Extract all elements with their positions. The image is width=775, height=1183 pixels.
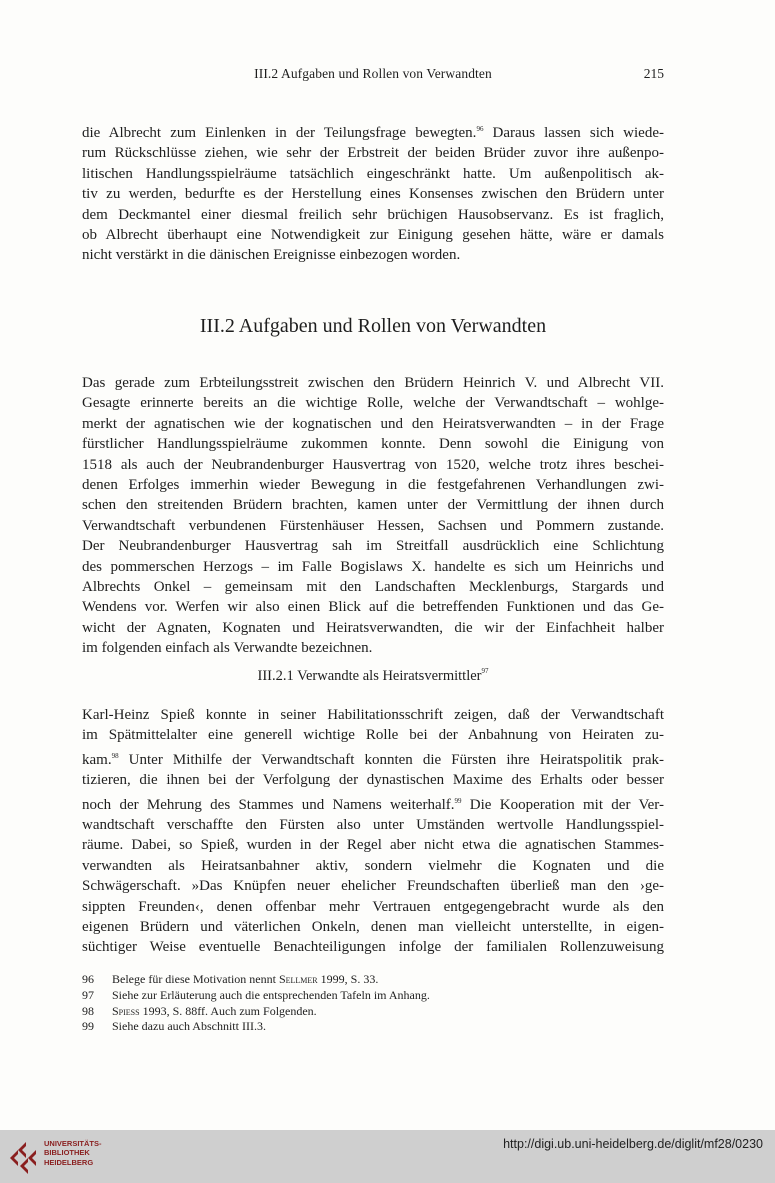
text-line: Albrechts Onkel – gemeinsam mit den Landschaften Mecklenburgs, Stargards und (82, 579, 664, 596)
text-line: wandtschaft verschaffte den Fürsten also unter Umständen wertvolle Handlungsspiel- (82, 817, 664, 834)
footnote-ref[interactable]: 98 (111, 751, 119, 760)
footnote-text: Siehe zur Erläuterung auch die entsprechenden Tafeln im Anhang. (112, 987, 430, 1002)
library-logo-icon (8, 1136, 38, 1176)
text-line: im folgenden einfach als Verwandte bezeichnen. (82, 640, 373, 657)
footnote-ref[interactable]: 96 (476, 125, 484, 133)
text-line: eigenen Brüdern und väterlichen Onkeln, denen man vielleicht unterstellte, in eigen- (82, 919, 664, 936)
footnote-ref[interactable]: 99 (454, 796, 462, 805)
text-line: Karl-Heinz Spieß konnte in seiner Habilitationsschrift zeigen, daß der Verwandtschaft (82, 707, 664, 723)
text-line: dem Deckmantel einer diesmal freilich sehr brüchigen Hausobservanz. Es ist fraglich, (82, 206, 664, 223)
text-line: Das gerade zum Erbteilungsstreit zwischen den Brüdern Heinrich V. und Albrecht VII. (82, 375, 664, 391)
text-line: Verwandtschaft verbundenen Fürstenhäuser Hessen, Sachsen und Pommern zustande. (82, 517, 664, 534)
footnote (82, 988, 664, 1004)
footnote-number: 96 (82, 972, 94, 986)
text-line: rum Rückschlüsse ziehen, wie sehr der Erbstreit der beiden Brüder zuvor ihre außenpo- (82, 145, 664, 162)
footnotes (82, 972, 664, 1035)
text-line: des pommerschen Herzogs – im Falle Bogislaws X. handelte es sich um Heinrichs und (82, 558, 664, 575)
subsection-title: III.2.1 Verwandte als Heiratsvermittler (257, 668, 482, 684)
text-line: schen den streitenden Brüdern brachten, kamen unter der Vermittlung der ihnen durch (82, 497, 664, 514)
text-line: merkt der agnatischen wie der kognatischen und den Heiratsverwandten – in der Frage (82, 415, 664, 432)
section-heading: III.2 Aufgaben und Rollen von Verwandten (199, 315, 547, 337)
footnote-number: 98 (82, 1003, 94, 1018)
text-line: die Albrecht zum Einlenken in der Teilungsfrage bewegten.$^{96}$ Daraus lassen sich wiede- (82, 125, 664, 141)
text-line: denen Erfolges immerhin wieder Bewegung in die festgefahrenen Verhandlungen zwi- (82, 477, 664, 494)
footnote-text: Belege für diese Motivation nennt Sellmer 1999, S. 33. (112, 972, 379, 986)
text-line: sippten Freunden‹, denen offenbar mehr Vertrauen entgegengebracht wurde als den (82, 898, 664, 915)
text-line: räume. Dabei, so Spieß, wurden in der Regel aber nicht etwa die agnatischen Stammes- (82, 837, 664, 854)
text-line: tiv zu werden, bedurfte es der Herstellung eines Konsenses zwischen den Brüdern unter (82, 186, 664, 203)
text-line: litischen Handlungsspielräume tatsächlich eingeschränkt hatte. Um außenpolitisch ak- (82, 165, 664, 182)
footnote (82, 1004, 664, 1020)
footnote (82, 1019, 664, 1035)
footnote (82, 972, 664, 988)
subsection-heading (82, 667, 664, 685)
text-line: Schwägerschaft. »Das Knüpfen neuer ehelicher Freundschaften überließ man den ›ge- (82, 878, 664, 895)
running-header-title: III.2 Aufgaben und Rollen von Verwandten (254, 66, 492, 81)
text-line: ob Albrecht überhaupt eine Notwendigkeit zur Einigung gesehen hätte, wäre er damals (82, 227, 664, 244)
footnote-ref[interactable]: 97 (481, 667, 489, 675)
text-line: fürstlicher Handlungsspielräume zukommen konnte. Denn sowohl die Einigung von (82, 436, 664, 453)
text-line: kam.$^{98}$ Unter Mithilfe der Verwandtschaft konnten die Fürsten ihre Heiratspolitik prak- (82, 751, 664, 768)
text-line: wicht der Agnaten, Kognaten und Heiratsverwandten, die wir der Einfachheit halber (82, 619, 664, 636)
text-line: tizieren, die ihnen bei der Verfolgung der dynastischen Maxime des Erhalts oder besser (82, 772, 664, 789)
text-line: 1518 als auch der Neubrandenburger Hausvertrag von 1520, welche trotz ihres beschei- (82, 456, 664, 473)
paragraph-2 (82, 373, 664, 659)
text-line: Gesagte erinnerte bereits an die wichtige Rolle, welche der Verwandtschaft – wohlge- (82, 395, 664, 412)
paragraph-1 (82, 119, 664, 266)
text-line: im Spätmittelalter eine generell wichtige Rolle bei der Anbahnung von Heiraten zu- (82, 727, 664, 744)
text-line: Der Neubrandenburger Hausvertrag sah im Streitfall ausdrücklich eine Schlichtung (82, 538, 664, 555)
footnote-text: Spiess 1993, S. 88ff. Auch zum Folgenden. (112, 1003, 317, 1018)
text-line: noch der Mehrung des Stammes und Namens weiterhalf.$^{99}$ Die Kooperation mit der Ver- (82, 796, 664, 813)
page-url[interactable]: http://digi.ub.uni-heidelberg.de/diglit/mf28/0230 (503, 1137, 763, 1151)
footnote-number: 97 (82, 987, 94, 1002)
text-line: verwandten als Heiratsanbahner aktiv, sondern vielmehr die Kognaten und die (82, 857, 664, 874)
paragraph-3 (82, 705, 664, 958)
text-line: süchtiger Weise eventuelle Benachteiligungen infolge der familialen Rollenzuweisung (82, 939, 664, 956)
text-line: Wendens vor. Werfen wir also einen Blick auf die betreffenden Funktionen und das Ge- (82, 599, 664, 616)
footnote-text: Siehe dazu auch Abschnitt III.3. (112, 1019, 266, 1034)
library-logo-text: UNIVERSITÄTS- BIBLIOTHEK HEIDELBERG (44, 1139, 102, 1167)
footnote-number: 99 (82, 1019, 94, 1034)
text-line: nicht verstärkt in die dänischen Ereignisse einbezogen worden. (82, 247, 461, 264)
page-number: 215 (643, 66, 664, 81)
